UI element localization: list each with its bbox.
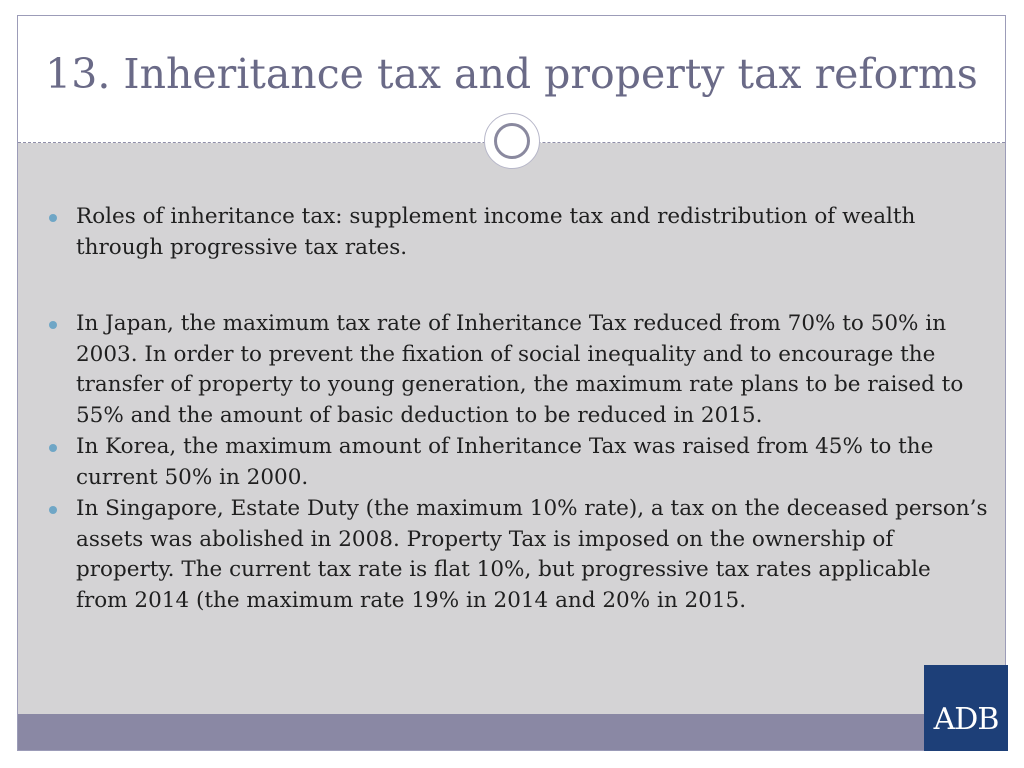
slide [17, 15, 1006, 751]
bullet-dot-icon [49, 444, 57, 452]
bullet-item [48, 309, 988, 431]
bullet-item [48, 432, 988, 493]
slide-title: 13. Inheritance tax and property tax reforms [45, 50, 978, 98]
bullet-dot-icon [49, 506, 57, 514]
ring-inner-circle [494, 123, 530, 159]
footer-bar [18, 714, 1005, 750]
bullet-text: In Singapore, Estate Duty (the maximum 10% rate), a tax on the deceased person’s assets was abolished in 2008. Property Tax is imposed on the ownership of property. The current tax rate is flat 10%, but progressive tax rates applicable from 2014 (the maximum rate 19% in 2014 and 20% in 2015. [76, 496, 988, 613]
bullet-dot-icon [49, 214, 57, 222]
bullet-dot-icon [49, 321, 57, 329]
slide-body [48, 202, 988, 616]
bullet-item [48, 494, 988, 616]
bullet-text: In Japan, the maximum tax rate of Inheritance Tax reduced from 70% to 50% in 2003. In order to prevent the fixation of social inequality and to encourage the transfer of property to young generation, the maximum rate plans to be raised to 55% and the amount of basic deduction to be reduced in 2015. [76, 311, 964, 428]
bullet-text: Roles of inheritance tax: supplement income tax and redistribution of wealth through progressive tax rates. [76, 204, 916, 260]
bullet-item [48, 202, 988, 263]
ring-ornament-icon [484, 113, 540, 169]
bullet-text: In Korea, the maximum amount of Inheritance Tax was raised from 45% to the current 50% in 2000. [76, 434, 934, 490]
adb-logo: ADB [924, 665, 1008, 751]
